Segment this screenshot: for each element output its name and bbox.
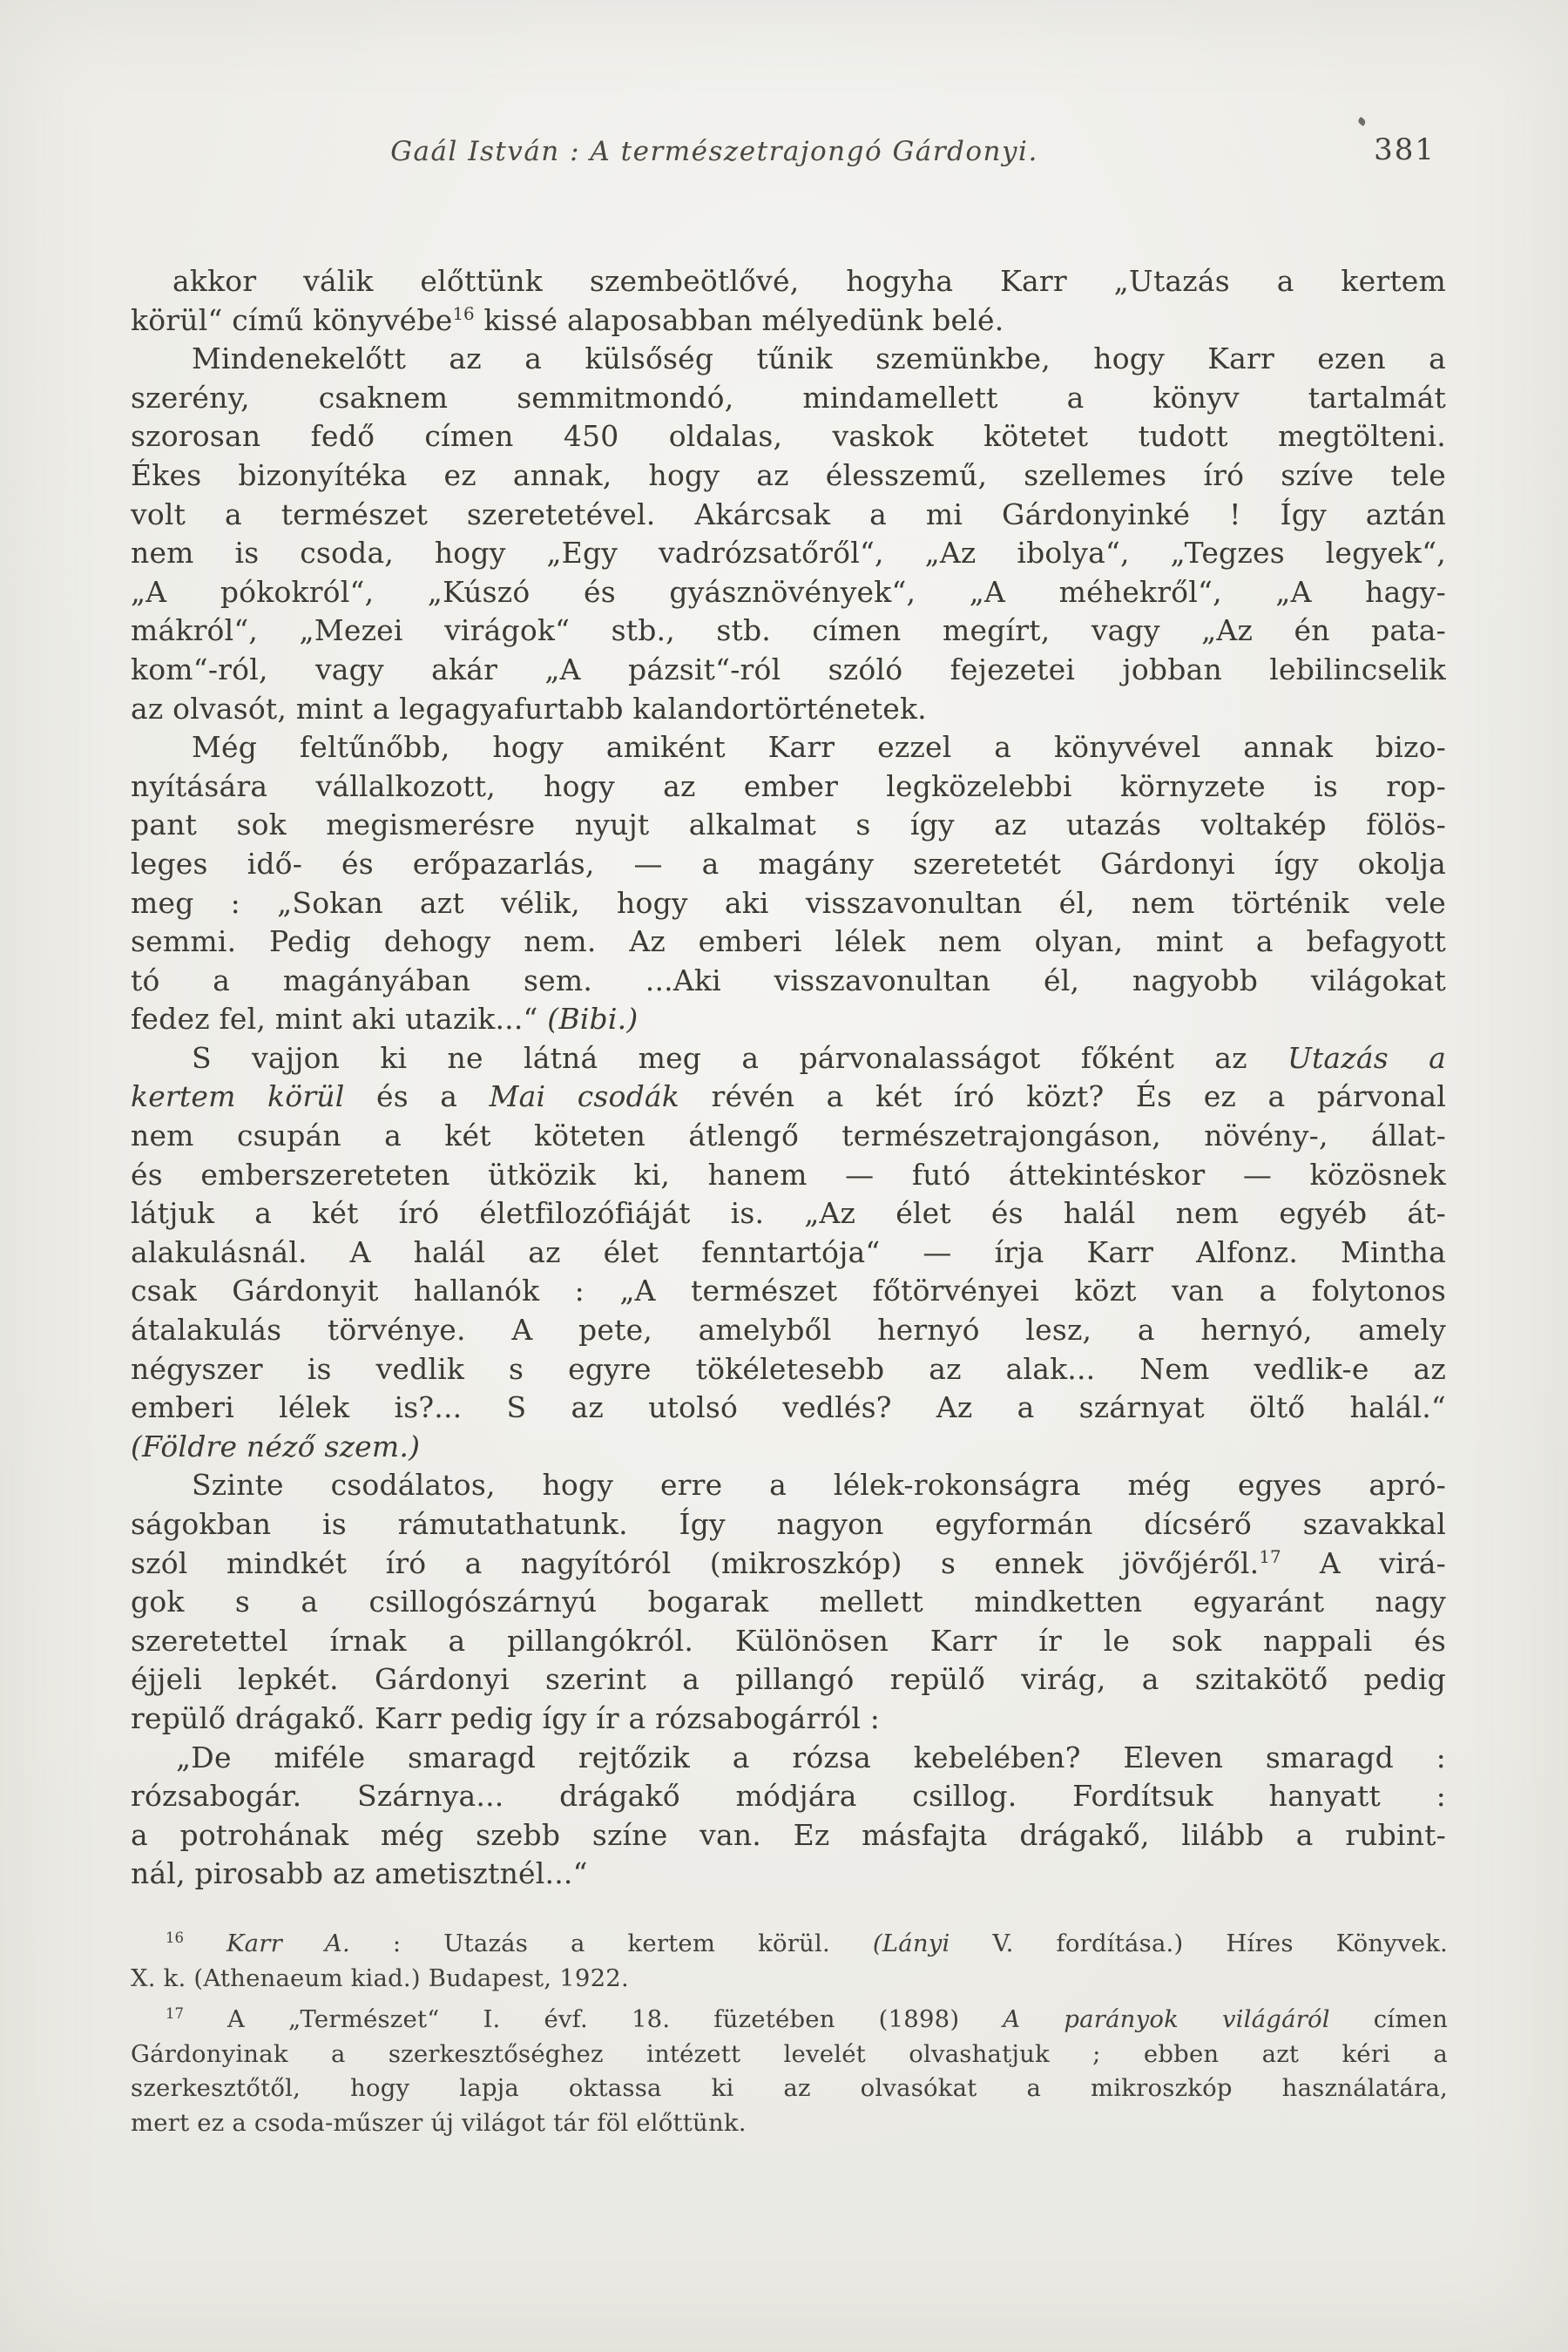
text-line: [131, 612, 1446, 651]
text-segment: [184, 1930, 226, 1957]
text-segment: „De miféle smaragd rejtőzik a rózsa kebelében? Eleven smaragd :: [176, 1740, 1446, 1774]
text-line: [131, 728, 1446, 767]
text-segment: repülő drágakő. Karr pedig így ír a rózsabogárról :: [131, 1700, 881, 1735]
text-line: [131, 2072, 1448, 2106]
page-number: 381: [1374, 132, 1436, 167]
text-segment: fedez fel, mint aki utazik...“: [131, 1002, 548, 1037]
footnote-marker: 16: [452, 303, 475, 324]
text-segment: S vajjon ki ne látná meg a párvonalasságot főként az: [192, 1040, 1288, 1075]
text-line: [131, 417, 1446, 456]
text-segment: (Lányi: [872, 1930, 950, 1957]
scan-artifact: [1357, 117, 1367, 126]
text-segment: szól mindkét író a nagyítóról (mikroszkóp) s ennek jövőjéről.: [131, 1545, 1260, 1580]
text-segment: (Bibi.): [547, 1002, 639, 1037]
footnote-marker: 17: [1259, 1546, 1281, 1567]
text-segment: éjjeli lepkét. Gárdonyi szerint a pillangó repülő virág, a szitakötő pedig: [131, 1662, 1446, 1697]
footnotes-section: [131, 1927, 1448, 2140]
text-line: [131, 1505, 1446, 1544]
text-segment: leges idő- és erőpazarlás, — a magány szeretetét Gárdonyi így okolja: [131, 846, 1446, 881]
text-segment: kom“-ról, vagy akár „A pázsit“-ról szóló fejezetei jobban lebilincselik: [131, 652, 1446, 686]
text-segment: : Utazás a kertem körül.: [349, 1930, 873, 1957]
footnote-marker: 16: [166, 1929, 184, 1946]
text-line: [131, 651, 1446, 690]
text-line: [131, 1117, 1446, 1156]
text-line: [131, 1078, 1446, 1117]
text-line: [131, 1428, 1446, 1467]
paragraph: [131, 1927, 1448, 1996]
paragraph: [131, 1039, 1446, 1467]
text-line: [131, 1389, 1446, 1428]
text-segment: nem csupán a két köteten átlengő természetrajongáson, növény-, állat-: [131, 1119, 1446, 1153]
text-line: [131, 1622, 1446, 1661]
text-line: [131, 806, 1446, 845]
text-segment: az olvasót, mint a legagyafurtabb kalandortörténetek.: [131, 691, 927, 726]
text-line: [131, 1350, 1446, 1389]
text-line: [131, 1039, 1446, 1078]
text-segment: Karr A.: [226, 1930, 350, 1957]
text-line: [131, 534, 1446, 573]
text-segment: kertem körül: [131, 1079, 345, 1114]
text-segment: gok s a csillogószárnyú bogarak mellett mindketten egyaránt nagy: [131, 1585, 1446, 1619]
text-line: [131, 1272, 1446, 1311]
text-segment: A parányok világáról: [1003, 2005, 1330, 2033]
text-segment: emberi lélek is?... S az utolsó vedlés? Az a szárnyat öltő halál.“: [131, 1390, 1446, 1425]
text-segment: tó a magányában sem. ...Aki visszavonultan él, nagyobb világokat: [131, 963, 1446, 997]
text-segment: semmi. Pedig dehogy nem. Az emberi lélek nem olyan, mint a befagyott: [131, 924, 1446, 959]
text-segment: mákról“, „Mezei virágok“ stb., stb. címen megírt, vagy „Az én pata-: [131, 613, 1446, 648]
text-line: [131, 884, 1446, 923]
text-line: [131, 1927, 1448, 1962]
paragraph: [131, 1739, 1446, 1894]
text-segment: Szinte csodálatos, hogy erre a lélek-rokonságra még egyes apró-: [192, 1468, 1446, 1503]
text-segment: nál, pirosabb az ametisztnél...“: [131, 1856, 588, 1891]
text-segment: és a: [344, 1079, 490, 1114]
text-segment: pant sok megismerésre nyujt alkalmat s így az utazás voltakép fölös-: [131, 808, 1446, 842]
text-line: [131, 923, 1446, 962]
text-line: [131, 1777, 1446, 1816]
text-segment: Mindenekelőtt az a külsőség tűnik szemünkbe, hogy Karr ezen a: [192, 341, 1446, 376]
page-header: [131, 131, 1446, 178]
text-segment: nyítására vállalkozott, hogy az ember legközelebbi környzete is rop-: [131, 768, 1446, 803]
text-line: [131, 1583, 1446, 1622]
article-body: [131, 262, 1446, 1894]
text-segment: A virá-: [1281, 1545, 1446, 1580]
text-line: [131, 456, 1446, 496]
text-line: [131, 262, 1446, 301]
text-segment: révén a két író közt? És ez a párvonal: [679, 1079, 1446, 1114]
text-segment: rózsabogár. Szárnya... drágakő módjára csillog. Fordítsuk hanyatt :: [131, 1779, 1446, 1814]
text-line: [131, 767, 1446, 807]
text-segment: szorosan fedő címen 450 oldalas, vaskok kötetet tudott megtölteni.: [131, 419, 1446, 454]
text-line: [131, 2038, 1448, 2072]
text-line: [131, 962, 1446, 1001]
text-segment: meg : „Sokan azt vélik, hogy aki visszavonultan él, nem történik vele: [131, 885, 1446, 920]
text-line: [131, 1739, 1446, 1778]
text-segment: négyszer is vedlik s egyre tökéletesebb az alak... Nem vedlik-e az: [131, 1351, 1446, 1386]
text-segment: X. k. (Athenaeum kiad.) Budapest, 1922.: [131, 1963, 629, 1992]
text-segment: Mai csodák: [489, 1079, 680, 1114]
paragraph: [131, 1466, 1446, 1738]
text-line: [131, 340, 1446, 379]
text-segment: A „Természet“ I. évf. 18. füzetében (1898): [184, 2005, 1004, 2033]
text-segment: címen: [1329, 2005, 1449, 2033]
text-segment: átalakulás törvénye. A pete, amelyből hernyó lesz, a hernyó, amely: [131, 1313, 1446, 1348]
text-line: [131, 2003, 1448, 2038]
text-segment: a potrohának még szebb színe van. Ez másfajta drágakő, lilább a rubint-: [131, 1817, 1446, 1852]
text-segment: „A pókokról“, „Kúszó és gyásznövények“, „A méhekről“, „A hagy-: [131, 574, 1446, 609]
paragraph: [131, 728, 1446, 1039]
text-line: [131, 1660, 1446, 1700]
text-segment: Gárdonyinak a szerkesztőséghez intézett levelét olvashatjuk ; ebben azt kéri a: [131, 2039, 1448, 2068]
text-segment: csak Gárdonyit hallanók : „A természet főtörvényei közt van a folytonos: [131, 1274, 1446, 1308]
text-line: [131, 1855, 1446, 1894]
text-segment: mert ez a csoda-műszer új világot tár föl előttünk.: [131, 2108, 747, 2137]
text-segment: ságokban is rámutathatunk. Így nagyon egyformán dícsérő szavakkal: [131, 1507, 1446, 1541]
text-segment: és emberszereteten ütközik ki, hanem — futó áttekintéskor — közösnek: [131, 1157, 1446, 1192]
text-segment: alakulásnál. A halál az élet fenntartója“ — írja Karr Alfonz. Mintha: [131, 1234, 1446, 1269]
text-line: [131, 845, 1446, 884]
text-segment: volt a természet szeretetével. Akárcsak a mi Gárdonyinké ! Így aztán: [131, 497, 1446, 531]
text-line: [131, 1816, 1446, 1855]
text-line: [131, 1000, 1446, 1039]
text-line: [131, 301, 1446, 341]
text-segment: V. fordítása.) Híres Könyvek.: [950, 1930, 1448, 1957]
text-segment: Utazás a: [1287, 1040, 1446, 1075]
text-line: [131, 1311, 1446, 1350]
text-segment: szerkesztőtől, hogy lapja oktassa ki az olvasókat a mikroszkóp használatára,: [131, 2074, 1448, 2102]
running-title: Gaál István : A természetrajongó Gárdonyi.: [390, 136, 1038, 167]
paragraph: [131, 262, 1446, 340]
paragraph: [131, 2003, 1448, 2140]
text-segment: kissé alaposabban mélyedünk belé.: [474, 302, 1004, 337]
text-segment: akkor válik előttünk szembeötlővé, hogyha Karr „Utazás a kertem: [172, 264, 1446, 298]
text-segment: Még feltűnőbb, hogy amiként Karr ezzel a könyvével annak bizo-: [192, 730, 1446, 765]
text-line: [131, 1700, 1446, 1739]
text-line: [131, 496, 1446, 535]
text-segment: látjuk a két író életfilozófiáját is. „Az élet és halál nem egyéb át-: [131, 1196, 1446, 1231]
text-segment: (Földre néző szem.): [131, 1429, 421, 1463]
text-segment: Ékes bizonyítéka ez annak, hogy az élesszemű, szellemes író szíve tele: [131, 457, 1446, 492]
text-segment: nem is csoda, hogy „Egy vadrózsatőről“, „Az ibolya“, „Tegzes legyek“,: [131, 536, 1446, 571]
text-segment: szerény, csaknem semmitmondó, mindamellett a könyv tartalmát: [131, 380, 1446, 415]
footnote-marker: 17: [166, 2004, 184, 2022]
text-line: [131, 2106, 1448, 2141]
paragraph: [131, 340, 1446, 728]
text-line: [131, 1194, 1446, 1233]
text-line: [131, 1962, 1448, 1997]
text-line: [131, 1544, 1446, 1584]
text-line: [131, 573, 1446, 612]
text-segment: körül“ című könyvébe: [131, 302, 453, 337]
text-line: [131, 690, 1446, 729]
text-line: [131, 1233, 1446, 1273]
text-line: [131, 1156, 1446, 1195]
text-line: [131, 1466, 1446, 1505]
text-line: [131, 379, 1446, 418]
text-segment: szeretettel írnak a pillangókról. Különösen Karr ír le sok nappali és: [131, 1623, 1446, 1658]
